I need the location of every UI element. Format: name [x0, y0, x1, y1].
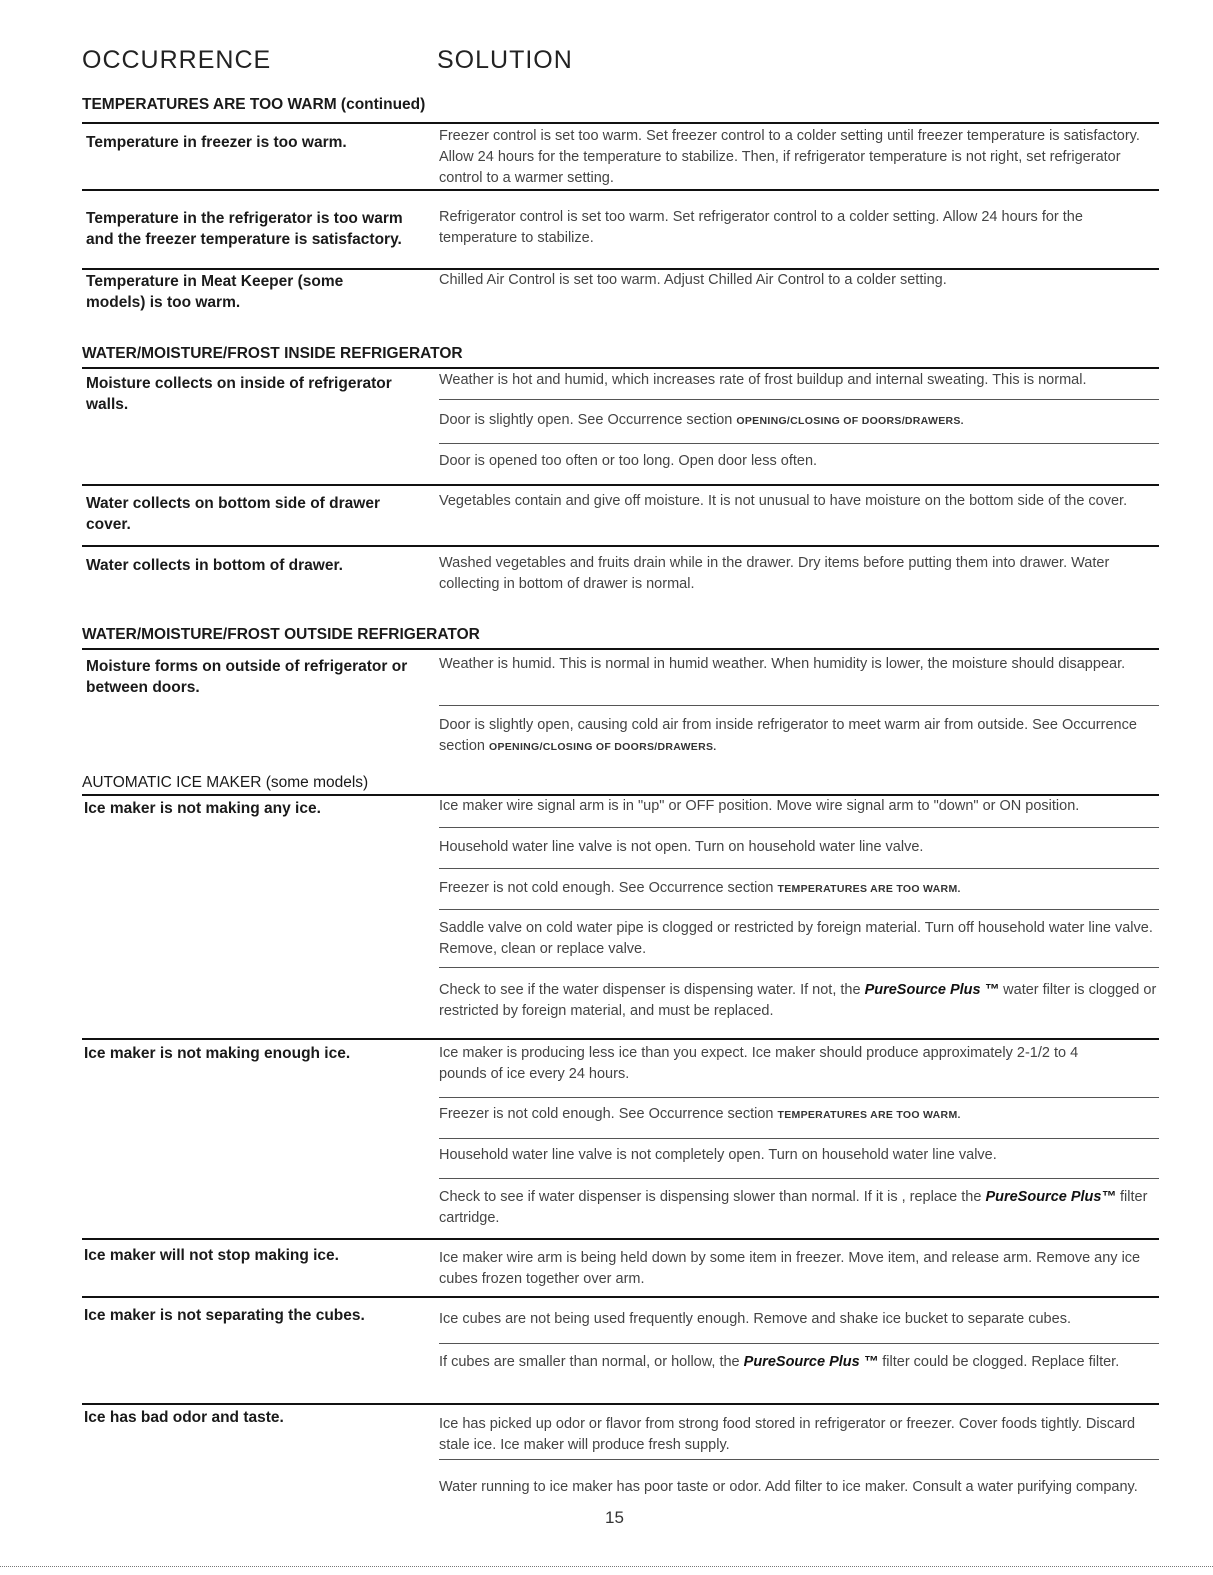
solution-freezer-not-cold: Freezer is not cold enough. See Occurrence section TEMPERATURES ARE TOO WARM.: [439, 1106, 961, 1122]
row-rule: [82, 189, 1159, 191]
solution-signal-arm-up: Ice maker wire signal arm is in "up" or OFF position. Move wire signal arm to "down" or ON position.: [439, 798, 1080, 814]
solution-divider: [439, 1138, 1159, 1139]
solution-wire-arm-held-down: Ice maker wire arm is being held down by some item in freezer. Move item, and release arm. Remove any ice cubes frozen together over arm.: [439, 1250, 1141, 1287]
solution-washed-vegetables: Washed vegetables and fruits drain while in the drawer. Dry items before putting them into drawer. Water collecting in bottom of drawer is normal.: [439, 555, 1110, 592]
solution-divider: [439, 967, 1159, 968]
brand-name: PureSource Plus ™: [864, 982, 1000, 998]
solution-divider: [439, 1459, 1159, 1460]
occurrence-drawer-cover: Water collects on bottom side of drawer cover.: [86, 495, 380, 533]
solution-meat-keeper: Chilled Air Control is set too warm. Adjust Chilled Air Control to a colder setting.: [439, 272, 947, 288]
occurrence-not-enough-ice: Ice maker is not making enough ice.: [84, 1045, 351, 1062]
section-reference: TEMPERATURES ARE TOO WARM.: [777, 883, 961, 895]
solution-freezer-not-cold: Freezer is not cold enough. See Occurrence section TEMPERATURES ARE TOO WARM.: [439, 880, 961, 896]
occurrence-bottom-of-drawer: Water collects in bottom of drawer.: [86, 557, 343, 574]
section-rule: [82, 648, 1159, 650]
solution-divider: [439, 1343, 1159, 1344]
occurrence-refrigerator-too-warm: Temperature in the refrigerator is too warm and the freezer temperature is satisfactory.: [86, 210, 403, 248]
section-reference: TEMPERATURES ARE TOO WARM.: [777, 1109, 961, 1121]
solution-valve-not-open: Household water line valve is not open. Turn on household water line valve.: [439, 839, 924, 855]
row-rule: [82, 1403, 1159, 1405]
page-number: 15: [605, 1508, 624, 1527]
solution-divider: [439, 399, 1159, 400]
solution-shake-ice-bucket: Ice cubes are not being used frequently enough. Remove and shake ice bucket to separate cubes.: [439, 1311, 1071, 1327]
row-rule: [82, 484, 1159, 486]
solution-divider: [439, 443, 1159, 444]
section-title-too-warm: TEMPERATURES ARE TOO WARM (continued): [82, 96, 426, 113]
section-title-outside: WATER/MOISTURE/FROST OUTSIDE REFRIGERATOR: [82, 626, 480, 643]
occurrence-not-making-any-ice: Ice maker is not making any ice.: [84, 800, 321, 817]
solution-vegetables-moisture: Vegetables contain and give off moisture. It is not unusual to have moisture on the bottom side of the cover.: [439, 493, 1128, 509]
solution-divider: [439, 1178, 1159, 1179]
solution-divider: [439, 705, 1159, 706]
solution-header: SOLUTION: [437, 46, 573, 74]
row-rule: [82, 1238, 1159, 1240]
section-title-ice-maker: AUTOMATIC ICE MAKER (some models): [82, 774, 369, 791]
solution-picked-up-odor: Ice has picked up odor or flavor from strong food stored in refrigerator or freezer. Cover foods tightly. Discard stale ice. Ice maker will produce fresh supply.: [439, 1416, 1136, 1453]
solution-divider: [439, 827, 1159, 828]
occurrence-moisture-inside-walls: Moisture collects on inside of refrigerator walls.: [86, 375, 392, 413]
solution-divider: [439, 1097, 1159, 1098]
section-title-inside: WATER/MOISTURE/FROST INSIDE REFRIGERATOR: [82, 345, 463, 362]
occurrence-will-not-stop: Ice maker will not stop making ice.: [84, 1247, 339, 1264]
section-rule: [82, 367, 1159, 369]
solution-cold-air-meets-warm: Door is slightly open, causing cold air from inside refrigerator to meet warm air from outside. See Occurrence section OPENING/CLOSING OF DOORS/DRAWERS.: [439, 717, 1137, 754]
solution-divider: [439, 909, 1159, 910]
solution-check-dispenser: Check to see if the water dispenser is dispensing water. If not, the PureSource Plus ™ water filter is clogged or restricted by foreign material, and must be replaced.: [439, 982, 1157, 1019]
solution-filter-clogged: If cubes are smaller than normal, or hollow, the PureSource Plus ™ filter could be clogged. Replace filter.: [439, 1354, 1120, 1370]
brand-name: PureSource Plus™: [985, 1189, 1116, 1205]
solution-poor-water-taste: Water running to ice maker has poor taste or odor. Add filter to ice maker. Consult a water purifying company.: [439, 1479, 1138, 1495]
page-bottom-border: [0, 1566, 1213, 1567]
row-rule: [82, 545, 1159, 547]
occurrence-not-separating-cubes: Ice maker is not separating the cubes.: [84, 1307, 365, 1324]
solution-divider: [439, 868, 1159, 869]
occurrence-moisture-outside: Moisture forms on outside of refrigerator or between doors.: [86, 658, 408, 696]
occurrence-meat-keeper: Temperature in Meat Keeper (some models) is too warm.: [86, 273, 344, 311]
brand-name: PureSource Plus ™: [743, 1354, 879, 1370]
solution-refrigerator-too-warm: Refrigerator control is set too warm. Set refrigerator control to a colder setting. Allow 24 hours for the temperature to stabilize.: [439, 209, 1083, 246]
solution-door-opened-often: Door is opened too often or too long. Open door less often.: [439, 453, 818, 469]
section-reference: OPENING/CLOSING OF DOORS/DRAWERS.: [488, 741, 717, 753]
occurrence-header: OCCURRENCE: [82, 46, 272, 74]
row-rule: [82, 1038, 1159, 1040]
section-reference: OPENING/CLOSING OF DOORS/DRAWERS.: [736, 415, 964, 427]
solution-humid-weather: Weather is humid. This is normal in humid weather. When humidity is lower, the moisture should disappear.: [439, 656, 1126, 672]
solution-producing-less-ice: Ice maker is producing less ice than you expect. Ice maker should produce approximately 2-1/2 to 4 pounds of ice every 24 hours.: [439, 1045, 1079, 1082]
solution-dispensing-slower: Check to see if water dispenser is dispensing slower than normal. If it is , replace the PureSource Plus™ filter cartridge.: [439, 1189, 1148, 1226]
solution-door-slightly-open: Door is slightly open. See Occurrence section OPENING/CLOSING OF DOORS/DRAWERS.: [439, 412, 964, 428]
solution-freezer-too-warm: Freezer control is set too warm. Set freezer control to a colder setting until freezer temperature is satisfactory. Allow 24 hours for the temperature to stabilize. Then, if refrigerator temperature is not right, set refrigerator control to a warmer setting.: [439, 128, 1140, 186]
solution-saddle-valve-clogged: Saddle valve on cold water pipe is clogged or restricted by foreign material. Turn off household water line valve. Remove, clean or replace valve.: [439, 920, 1153, 957]
occurrence-freezer-too-warm: Temperature in freezer is too warm.: [86, 134, 347, 151]
section-rule: [82, 122, 1159, 124]
row-rule: [82, 1296, 1159, 1298]
solution-valve-not-fully-open: Household water line valve is not completely open. Turn on household water line valve.: [439, 1147, 997, 1163]
occurrence-bad-odor-taste: Ice has bad odor and taste.: [84, 1409, 284, 1426]
solution-hot-humid: Weather is hot and humid, which increases rate of frost buildup and internal sweating. This is normal.: [439, 372, 1087, 388]
